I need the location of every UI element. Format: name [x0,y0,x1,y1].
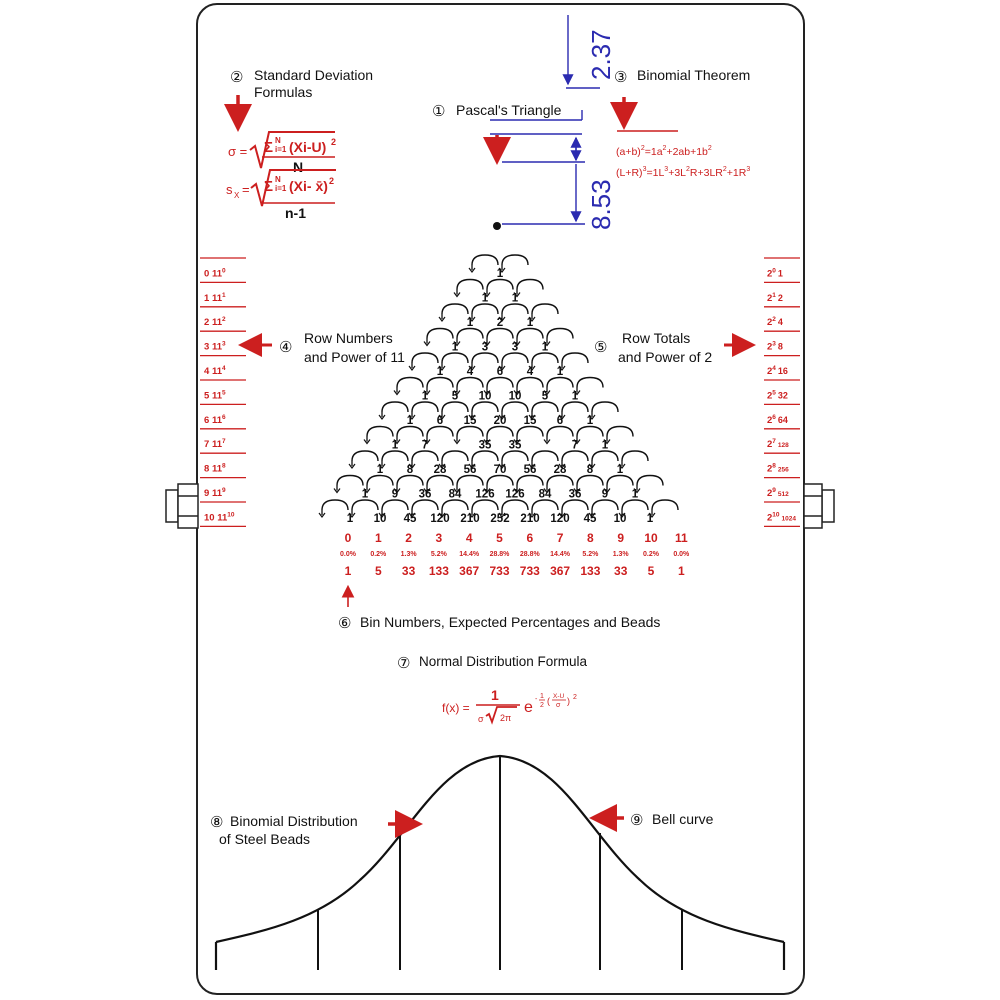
triangle-entry: 15 [523,415,537,427]
bin-percentage: 0.2% [370,551,387,558]
normal-exp-inner-top: X-U [553,693,565,700]
sx-lhs: s [226,182,233,197]
triangle-entry: 1 [391,439,399,452]
sigma-exp: 2 [331,137,337,147]
stddev-line2: Formulas [254,84,313,100]
triangle-entry: 1 [361,488,369,501]
triangle-entry: 70 [493,464,507,476]
bin-number: 1 [374,531,382,545]
triangle-entry: 1 [406,415,414,427]
triangle-entry: 120 [430,513,450,525]
bin-percentage: 28.8% [519,551,540,558]
triangle-entry: 20 [493,415,507,427]
triangle-entry: 1 [481,292,489,305]
triangle-entry: 9 [601,488,609,501]
triangle-entry: 4 [466,366,474,378]
power11-entry: 8 $11^8$ [204,462,226,475]
triangle-entry: 35 [478,439,492,452]
triangle-entry: 6 [496,366,504,378]
power2-entry: $2^8_{256}$ [767,462,789,475]
bin-number: 10 [644,531,658,545]
bin-number: 4 [465,531,473,545]
power11-entry: 6 $11^6$ [204,413,226,426]
bin-percentage: 0.2% [643,551,659,558]
power11-entry: 9 $11^9$ [204,487,226,499]
bin-percentage: 0.0% [673,551,690,558]
triangle-entry: 1 [496,268,504,280]
triangle-entry: 1 [586,415,594,427]
triangle-entry: 7 [571,439,579,452]
triangle-entry: 1 [376,464,384,476]
rowtot-num: ⑤ [594,339,608,356]
bindist-line2: of Steel Beads [219,831,311,847]
triangle-entry: 1 [451,341,459,354]
triangle-entry: 9 [391,488,399,501]
triangle-entry: 126 [505,488,525,501]
sx-limit-bottom: i=1 [275,184,287,193]
triangle-entry: 210 [520,513,540,525]
triangle-entry: 35 [508,439,522,452]
triangle-entry: 2 [496,317,504,329]
normal-num: ⑦ [397,655,411,672]
normal-exp-frac-top: 1 [540,693,544,700]
triangle-entry: 8 [586,464,594,476]
bin-beads: 5 [374,564,382,578]
triangle-entry: 28 [433,464,447,476]
triangle-entry: 10 [613,513,627,525]
bin-number: 3 [435,531,443,545]
triangle-entry: 1 [541,341,549,354]
dimension-top: 2.37 [586,29,616,80]
triangle-entry: 1 [346,513,354,525]
power11-entry: 4 $11^4$ [204,365,226,377]
bell-num: ⑨ [630,812,644,829]
triangle-entry: 28 [553,464,567,476]
power2-entry: $2^5$ 32 [767,389,788,402]
triangle-entry: 15 [463,415,477,427]
triangle-entry: 1 [526,317,534,329]
sx-lhs-sub: X [234,191,240,200]
bin-percentage: 14.4% [459,551,480,558]
triangle-entry: 1 [616,464,624,476]
power2-entry: $2^4$ 16 [767,365,788,377]
bin-percentage: 1.3% [612,551,629,558]
bin-number: 8 [587,531,594,545]
triangle-entry: 1 [646,513,654,525]
svg-text:(L+R)3=1L3+3L2R+3LR2+1R3: $(L+R)^3=1L^3+3L^2R+3LR^2+1R^3$ [616,166,751,179]
power2-entry: $2^9_{512}$ [767,487,789,499]
power2-entry: $2^7_{128}$ [767,438,789,451]
bins-text: Bin Numbers, Expected Percentages and Beads [360,614,661,630]
bin-number: 5 [496,531,503,545]
triangle-entry: 1 [421,390,429,403]
bell-text: Bell curve [652,811,714,827]
dimension-middle: 8.53 [586,179,616,230]
triangle-entry: 84 [448,488,462,501]
bin-beads: 1 [344,564,352,578]
triangle-entry: 1 [601,439,609,452]
power2-entry: $2^1$ 2 [767,291,783,304]
triangle-entry: 1 [571,390,579,403]
power2-entry: $2^{10}_{1024}$ [767,511,796,524]
triangle-entry: 6 [556,415,564,427]
triangle-entry: 7 [421,439,429,452]
triangle-entry: 84 [538,488,552,501]
stddev-num: ② [230,69,244,86]
power2-entry: $2^3$ 8 [767,340,783,353]
normal-exp-frac-bot: 2 [540,702,544,709]
binomial-num: ③ [614,69,628,86]
bin-beads: 367 [550,564,571,578]
triangle-entry: 1 [466,317,474,329]
triangle-entry: 126 [475,488,495,501]
bin-percentage: 5.2% [582,551,599,558]
sigma-body: (Xi-U) [289,139,327,155]
normal-den-root: 2π [500,713,512,723]
triangle-entry: 36 [418,488,432,501]
sigma-sum: Σ [264,139,274,156]
bin-beads: 367 [459,564,480,578]
normal-text: Normal Distribution Formula [419,654,588,669]
pascal-num: ① [432,103,446,120]
bin-percentage: 28.8% [489,551,510,558]
triangle-entry: 10 [478,390,492,403]
power2-entry: $2^2$ 4 [767,316,783,329]
power11-entry: 3 $11^3$ [204,340,226,353]
bin-beads: 133 [580,564,601,578]
triangle-entry: 56 [523,464,537,476]
triangle-entry: 210 [460,513,480,525]
svg-text:(: ( [547,696,550,706]
bin-number: 9 [617,531,625,545]
bin-number: 6 [526,531,534,545]
normal-num-1: 1 [491,687,499,703]
sx-den: n-1 [285,205,306,221]
bin-beads: 1 [677,564,685,578]
bin-beads: 33 [401,564,416,578]
triangle-entry: 45 [583,513,597,525]
bin-beads: 733 [519,564,540,578]
triangle-entry: 1 [556,366,564,378]
stddev-line1: Standard Deviation [254,67,374,83]
bin-beads: 133 [428,564,449,578]
bin-beads: 733 [489,564,510,578]
bin-percentage: 1.3% [400,551,417,558]
sigma-lhs: σ = [228,144,248,159]
binomial-text: Binomial Theorem [637,67,751,83]
normal-exp-pow: 2 [573,694,577,701]
triangle-entry: 120 [550,513,570,525]
triangle-entry: 45 [403,513,417,525]
bin-beads: 33 [614,564,628,578]
triangle-entry: 10 [508,390,522,403]
power11-entry: 7 $11^7$ [204,438,226,451]
sigma-limit-top: N [275,136,281,145]
binomial-formula-2 [616,166,750,179]
sx-exp: 2 [329,176,335,186]
normal-e: e [524,699,533,716]
power11-entry: 10 $11^{10}$ [204,511,235,524]
triangle-entry: 4 [526,366,534,378]
power11-entry: 5 $11^5$ [204,389,226,402]
rowtot-line2: and Power of 2 [618,349,713,365]
pascal-text: Pascal's Triangle [456,102,562,118]
bins-num: ⑥ [338,615,352,632]
triangle-entry: 5 [451,390,459,403]
triangle-entry: 1 [436,366,444,378]
normal-exp-inner-bot: σ [556,702,561,709]
bindist-num: ⑧ [210,814,224,831]
triangle-entry: 8 [406,464,414,476]
bins-label [338,614,660,632]
triangle-entry: 1 [631,488,639,501]
triangle-entry: 56 [463,464,477,476]
svg-text:): ) [567,696,570,706]
sx-limit-top: N [275,175,281,184]
rowtot-line1: Row Totals [622,330,691,346]
bindist-line1: Binomial Distribution [230,813,358,829]
bin-number: 0 [344,531,352,545]
bin-percentage: 0.0% [340,551,356,558]
normal-den-sigma: σ [478,714,484,724]
sx-eq: = [242,182,250,197]
rownum-num: ④ [279,339,293,356]
power11-entry: 0 $11^0$ [204,267,226,280]
triangle-entry: 6 [436,415,444,427]
power2-entry: $2^6$ 64 [767,413,788,426]
normal-lhs: f(x) = [442,701,470,715]
power11-entry: 2 $11^2$ [204,316,226,329]
top-dot [493,222,501,230]
power2-entry: $2^0$ 1 [767,267,783,280]
triangle-entry: 3 [481,341,489,354]
bin-number: 2 [405,531,412,545]
triangle-entry: 36 [568,488,582,501]
bin-percentage: 5.2% [430,551,447,558]
svg-text:(a+b)2=1a2+2ab+1b2: $(a+b)^2=1a^2+2ab+1b^2$ [616,145,712,158]
triangle-entry: 3 [511,341,519,354]
bin-number: 11 [674,531,688,545]
power11-entry: 1 $11^1$ [204,291,226,304]
sx-sum: Σ [264,178,274,195]
rownum-line1: Row Numbers [304,330,393,346]
left-knob [166,484,198,528]
normal-exp-minus: - [535,696,538,703]
bin-number: 7 [556,531,564,545]
bin-beads: 5 [647,564,655,578]
right-knob [804,484,834,528]
rownum-line2: and Power of 11 [304,349,405,365]
sigma-limit-bottom: i=1 [275,145,287,154]
triangle-entry: 5 [541,390,549,403]
triangle-entry: 1 [511,292,519,305]
sx-body: (Xi- x̄) [289,178,328,194]
triangle-entry: 10 [373,513,387,525]
triangle-entry: 252 [490,513,510,525]
bin-percentage: 14.4% [550,551,571,558]
sigma-den: N [293,159,304,175]
